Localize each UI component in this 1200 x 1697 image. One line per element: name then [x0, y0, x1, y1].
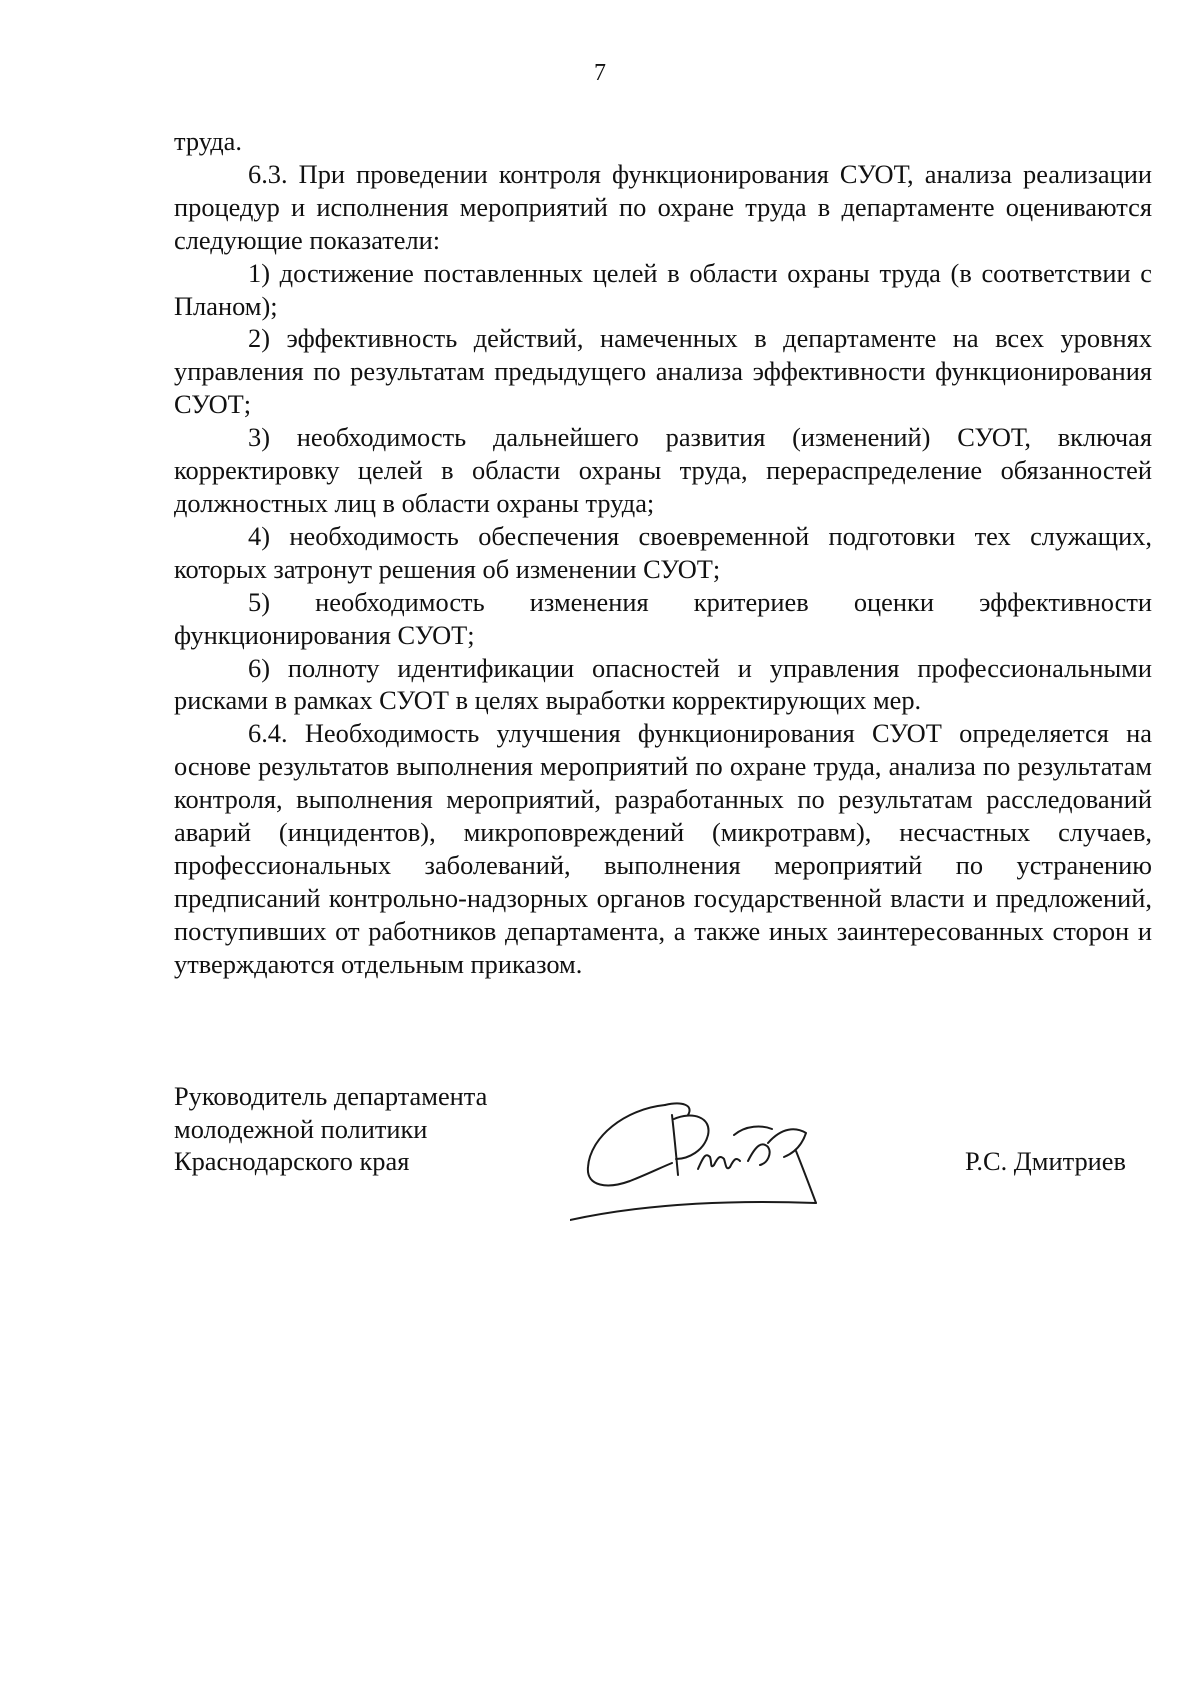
- signature-stroke: [768, 1129, 806, 1157]
- signature-stroke: [796, 1151, 816, 1203]
- paragraph-6-4: 6.4. Необходимость улучшения функционирования СУОТ определяется на основе результатов выполнения мероприятий по охране труда, анализа по результатам контроля, выполнения мероприятий, разработанных по результатам расследований аварий (инцидентов), микроповреждений (микротравм), несчастных случаев, профессиональных заболеваний, выполнения мероприятий по устранению предписаний контрольно-надзорных органов государственной власти и предложений, поступивших от работников департамента, а также иных заинтересованных сторон и утверждаются отдельным приказом.: [174, 718, 1152, 979]
- signatory-position-line: Краснодарского края: [174, 1146, 410, 1176]
- signatory-position-line: Руководитель департамента: [174, 1081, 488, 1111]
- list-item-3: 3) необходимость дальнейшего развития (изменений) СУОТ, включая корректировку целей в области охраны труда, перераспределение обязанностей должностных лиц в области охраны труда;: [174, 422, 1152, 518]
- signature-stroke: [665, 1103, 690, 1115]
- signature-stroke: [674, 1116, 709, 1159]
- list-item-6: 6) полноту идентификации опасностей и управления профессиональными рисками в рамках СУОТ в целях выработки корректирующих мер.: [174, 652, 1152, 716]
- signature-stroke: [698, 1155, 740, 1169]
- handwritten-signature: [570, 1075, 870, 1225]
- signature-stroke: [570, 1202, 816, 1220]
- list-item-5: 5) необходимость изменения критериев оценки эффективности функционирования СУОТ;: [174, 586, 1152, 650]
- signatory-name: Р.С. Дмитриев: [965, 1146, 1126, 1176]
- paragraph-6-3: 6.3. При проведении контроля функционирования СУОТ, анализа реализации процедур и исполнения мероприятий по охране труда в департаменте оцениваются следующие показатели:: [174, 158, 1152, 255]
- signature-stroke: [748, 1144, 770, 1165]
- list-item-2: 2) эффективность действий, намеченных в департаменте на всех уровнях управления по результатам предыдущего анализа эффективности функционирования СУОТ;: [174, 323, 1152, 420]
- page-number: 7: [594, 60, 606, 86]
- paragraph-continuation: труда.: [174, 126, 242, 156]
- signature-stroke: [588, 1105, 672, 1185]
- signature-stroke: [672, 1115, 678, 1175]
- signatory-position-line: молодежной политики: [174, 1113, 428, 1144]
- signature-stroke: [734, 1127, 772, 1135]
- list-item-1: 1) достижение поставленных целей в области охраны труда (в соответствии с Планом);: [174, 257, 1152, 321]
- document-body: [174, 125, 1152, 981]
- list-item-4: 4) необходимость обеспечения своевременной подготовки тех служащих, которых затронут решения об изменении СУОТ;: [174, 520, 1152, 584]
